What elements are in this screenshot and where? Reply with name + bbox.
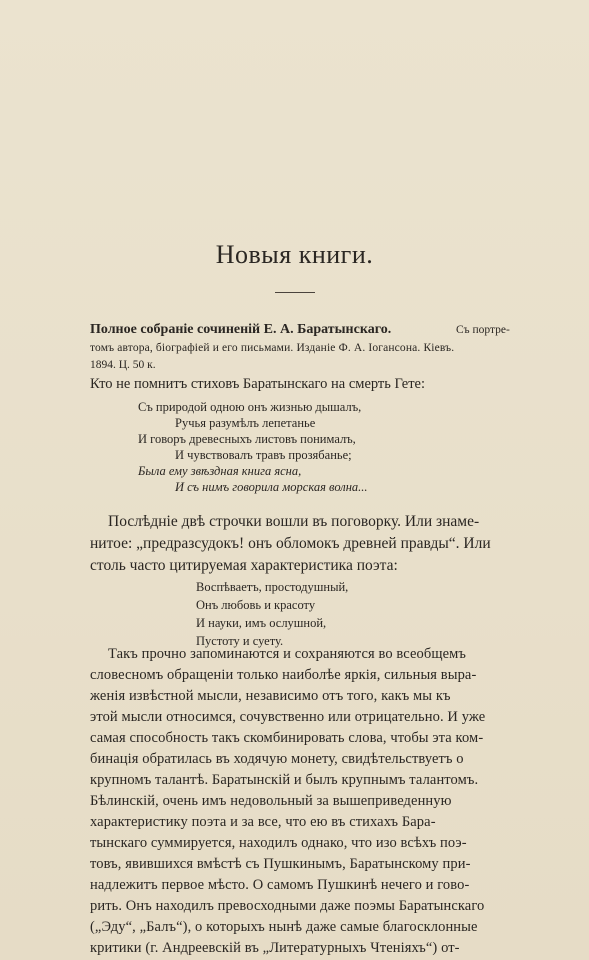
entry-title: Полное собраніе сочиненій Е. А. Баратынскаго. bbox=[90, 322, 392, 337]
verse1-line: И чувствовалъ травъ прозябанье; bbox=[175, 448, 352, 462]
paragraph-line: крупномъ талантѣ. Баратынскій и былъ крупнымъ талантомъ. bbox=[90, 772, 479, 788]
paragraph-line: бинація обратилась въ ходячую монету, свидѣтельствуетъ о bbox=[90, 751, 464, 767]
intro-text: Кто не помнитъ стиховъ Баратынскаго на смерть Гете: bbox=[90, 376, 426, 392]
entry-details-line2: томъ автора, біографіей и его письмами. Изданіе Ф. А. Іогансона. Кіевъ. bbox=[90, 342, 455, 354]
paragraph-line: нитое: „предразсудокъ! онъ обломокъ древней правды“. Или bbox=[90, 535, 491, 552]
paragraph-line: тынскаго суммируется, находилъ однако, что изо всѣхъ поэ- bbox=[90, 835, 467, 851]
verse1-line: Ручья разумѣлъ лепетанье bbox=[175, 416, 316, 430]
paragraph-line: самая способность такъ скомбинировать слова, чтобы эта ком- bbox=[90, 730, 484, 746]
paragraph-line: Такъ прочно запоминаются и сохраняются во всеобщемъ bbox=[108, 646, 467, 662]
paragraph-line: характеристику поэта и за все, что ею въ стихахъ Бара- bbox=[90, 814, 436, 830]
verse1-line: Была ему звѣздная книга ясна, bbox=[138, 464, 302, 478]
verse1-line: И говоръ древесныхъ листовъ понималъ, bbox=[138, 432, 356, 446]
entry-details-line1: Съ портре- bbox=[456, 324, 510, 336]
paragraph-line: этой мысли относимся, сочувственно или отрицательно. И уже bbox=[90, 709, 486, 725]
paragraph-line: женія извѣстной мысли, независимо отъ того, какъ мы къ bbox=[90, 688, 451, 704]
paragraph-line: Послѣдніе двѣ строчки вошли въ поговорку. Или знаме- bbox=[108, 513, 480, 530]
verse2-line: Онъ любовь и красоту bbox=[196, 598, 316, 612]
paragraph-line: словесномъ обращеніи только наиболѣе яркія, сильныя выра- bbox=[90, 667, 477, 683]
paragraph-line: столь часто цитируемая характеристика поэта: bbox=[90, 557, 398, 574]
paragraph-line: Бѣлинскій, очень имъ недовольный за вышеприведенную bbox=[90, 793, 452, 809]
verse1-line: Съ природой одною онъ жизнью дышалъ, bbox=[138, 400, 362, 414]
paragraph-line: товъ, явившихся вмѣстѣ съ Пушкинымъ, Баратынскому при- bbox=[90, 856, 471, 872]
section-heading: Новыя книги. bbox=[215, 240, 374, 269]
heading-divider bbox=[275, 292, 315, 293]
paragraph-line: рить. Онъ находилъ превосходными даже поэмы Баратынскаго bbox=[90, 898, 485, 914]
entry-details-line3: 1894. Ц. 50 к. bbox=[90, 359, 156, 371]
verse2-line: И науки, имъ ослушной, bbox=[196, 616, 327, 630]
verse1-line: И съ нимъ говорила морская волна... bbox=[175, 480, 368, 494]
verse2-line: Пустоту и суету. bbox=[196, 634, 284, 648]
paragraph-line: („Эду“, „Балъ“), о которыхъ нынѣ даже самые благосклонные bbox=[90, 919, 478, 935]
paragraph-line: критики (г. Андреевскій въ „Литературныхъ Чтеніяхъ“) от- bbox=[90, 940, 460, 956]
paragraph-line: надлежитъ первое мѣсто. О самомъ Пушкинѣ нечего и гово- bbox=[90, 877, 470, 893]
verse2-line: Воспѣваетъ, простодушный, bbox=[196, 580, 349, 594]
